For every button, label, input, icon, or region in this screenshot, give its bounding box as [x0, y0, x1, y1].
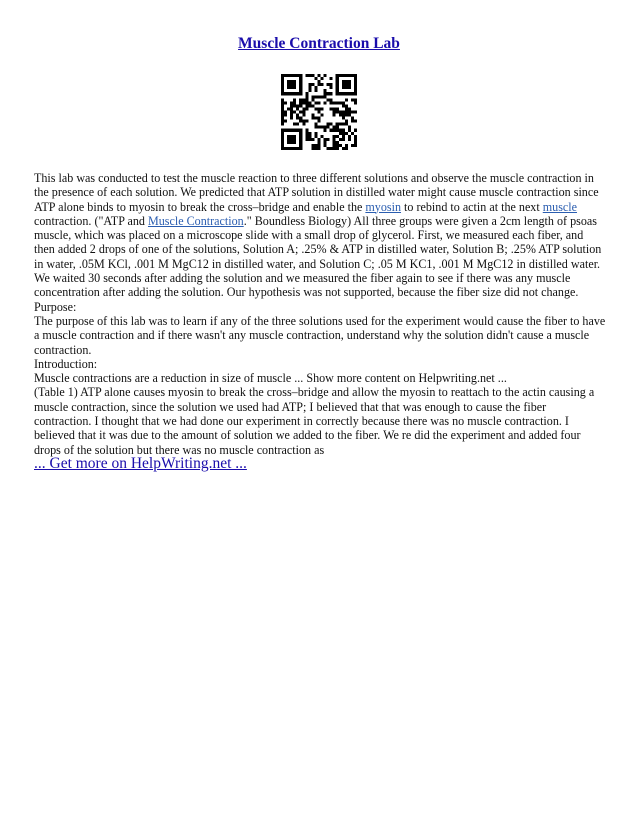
purpose-text: The purpose of this lab was to learn if any of the three solutions used for the experiment would cause the fiber to have a muscle contraction and if there wasn't any muscle contraction, understand why the solution didn't cause a muscle contraction.: [34, 313, 606, 357]
title-link[interactable]: Muscle Contraction Lab: [238, 35, 400, 52]
muscle-contraction-link[interactable]: Muscle Contraction: [147, 213, 244, 228]
get-more-link[interactable]: ... Get more on HelpWriting.net ...: [34, 455, 247, 472]
purpose-heading: Purpose:: [34, 299, 77, 314]
page-title: [0, 35, 638, 53]
muscle-link[interactable]: muscle: [542, 199, 578, 214]
intro-paragraph: This lab was conducted to test the muscle reaction to three different solutions and observe the muscle contraction in the presence of each solution. We predicted that ATP solution in distilled water might cause muscle contraction since ATP alone binds to myosin to break the cross–bridge and enable the myosin to rebind to actin at the next muscle contraction. ("ATP and Muscle Contraction." Boundless Biology) All three groups were given a 2cm length of psoas muscle, which was placed on a microscope slide with a small drop of glycerol. First, we measured each fiber, and then added 2 drops of one of the solutions, Solution A; .25% & ATP in distilled water, Solution B; .25% ATP solution in water, .05M KCl, .001 M MgC12 in distilled water, and Solution C; .05 M KC1, .001 M MgC12 in distilled water. We waited 30 seconds after adding the solution and we measured the fiber again to see if there was any muscle concentration after adding the solution. Our hypothesis was not supported, because the fiber size did not change.: [34, 171, 602, 300]
qr-code-icon: [281, 74, 357, 150]
introduction-heading: Introduction:: [34, 356, 98, 371]
get-more-container: [34, 455, 247, 473]
table-paragraph: (Table 1) ATP alone causes myosin to break the cross–bridge and allow the myosin to reattach to the actin causing a muscle contraction, since the solution we used had ATP; I believed that that was enough to cause the fiber contraction. I thought that we had done our experiment in correctly because there was no muscle contraction. I believed that it was due to the amount of solution we added to the fiber. We re did the experiment and added four drops of the solution but there was no muscle contraction as: [34, 385, 595, 457]
myosin-link[interactable]: myosin: [365, 199, 402, 214]
document-body: [34, 171, 606, 457]
introduction-text: Muscle contractions are a reduction in size of muscle ... Show more content on Helpwriting.net ...: [34, 371, 507, 386]
